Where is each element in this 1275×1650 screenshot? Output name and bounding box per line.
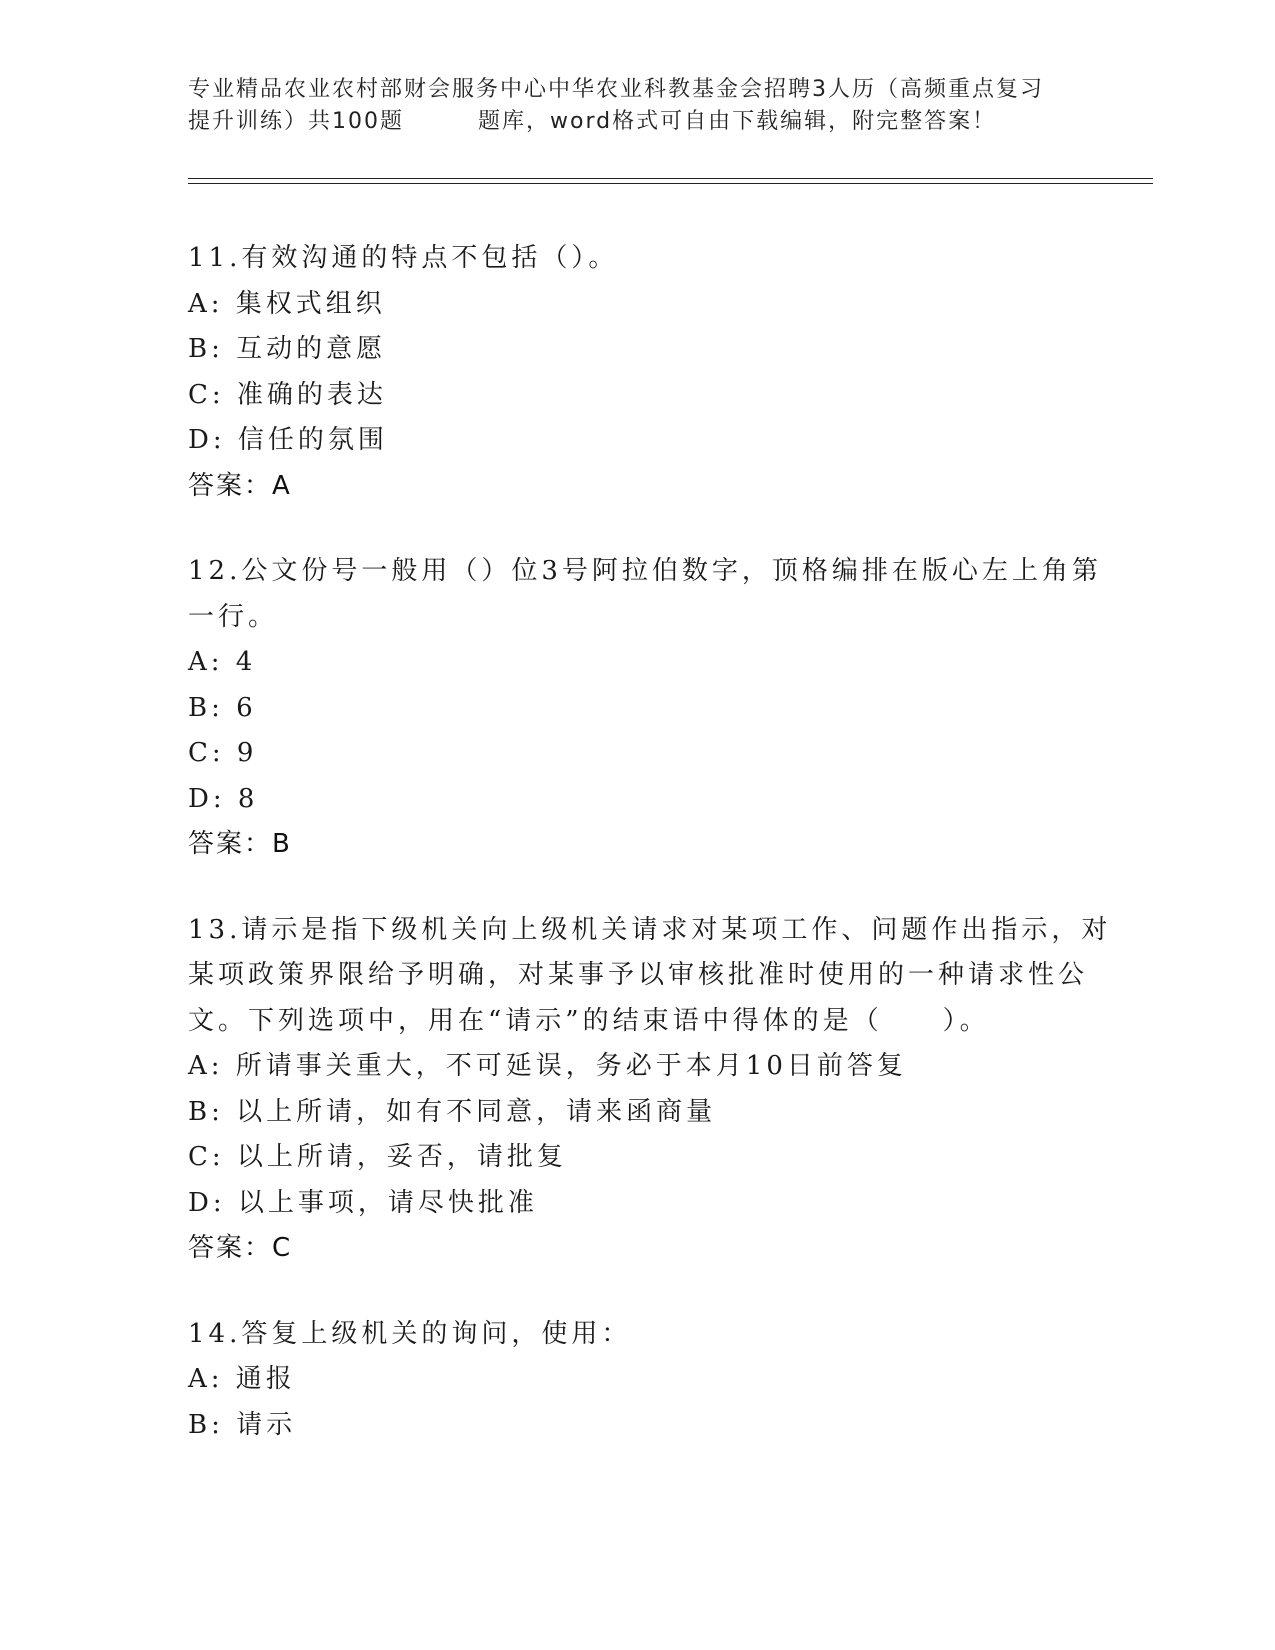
- question-stem: [188, 1312, 1088, 1358]
- stem-line: 12.公文份号一般用（）位3号阿拉伯数字，顶格编排在版心左上角第: [188, 556, 1102, 586]
- stem-line: 某项政策界限给予明确，对某事予以审核批准时使用的一种请求性公: [188, 960, 1089, 990]
- option-b: B: 6: [188, 692, 257, 723]
- option-b: B: 互动的意愿: [188, 334, 387, 364]
- option-a: A: 集权式组织: [188, 288, 386, 319]
- option-a: A: 所请事关重大，不可延误，务必于本月10日前答复: [188, 1051, 907, 1081]
- answer-line: 答案：B: [188, 829, 292, 859]
- option-c: C: 以上所请，妥否，请批复: [188, 1142, 567, 1172]
- option-a: A: 通报: [188, 1364, 296, 1394]
- header-divider-top: [188, 178, 1153, 179]
- header-line-2-left: 提升训练）共100题: [188, 109, 404, 134]
- question-11: [188, 236, 1088, 509]
- option-a: A: 4: [188, 647, 257, 677]
- stem-line: 13.请示是指下级机关向上级机关请求对某项工作、问题作出指示，对: [188, 914, 1112, 945]
- question-stem: [188, 236, 1088, 282]
- header-line-1: 专业精品农业农村部财会服务中心中华农业科教基金会招聘3人历（高频重点复习: [188, 77, 1044, 102]
- option-d: D: 信任的氛围: [188, 425, 388, 455]
- option-b: B: 以上所请，如有不同意，请来函商量: [188, 1096, 717, 1127]
- option-c: C: 准确的表达: [188, 379, 387, 410]
- header-divider-bottom: [188, 183, 1153, 184]
- answer-line: 答案：C: [188, 1233, 293, 1263]
- question-stem: [188, 908, 1112, 1045]
- header-line-2: [188, 106, 1088, 138]
- stem-line: 11.有效沟通的特点不包括（）。: [188, 243, 619, 273]
- option-d: D: 8: [188, 783, 259, 814]
- stem-line: 一行。: [188, 601, 279, 632]
- header-line-2-right: 题库，word格式可自由下载编辑，附完整答案！: [478, 109, 997, 134]
- question-list: [188, 236, 1112, 1488]
- stem-line: 文。下列选项中，用在“请示”的结束语中得体的是（ ）。: [188, 1005, 990, 1036]
- option-d: D: 以上事项，请尽快批准: [188, 1187, 538, 1218]
- question-stem: [188, 549, 1102, 640]
- answer-line: 答案：A: [188, 470, 292, 501]
- question-13: [188, 908, 1112, 1272]
- option-c: C: 9: [188, 738, 258, 768]
- question-14: [188, 1312, 1088, 1449]
- option-b: B: 请示: [188, 1409, 297, 1440]
- stem-line: 14.答复上级机关的询问，使用：: [188, 1318, 632, 1349]
- question-12: [188, 549, 1102, 868]
- document-header: [188, 74, 1088, 138]
